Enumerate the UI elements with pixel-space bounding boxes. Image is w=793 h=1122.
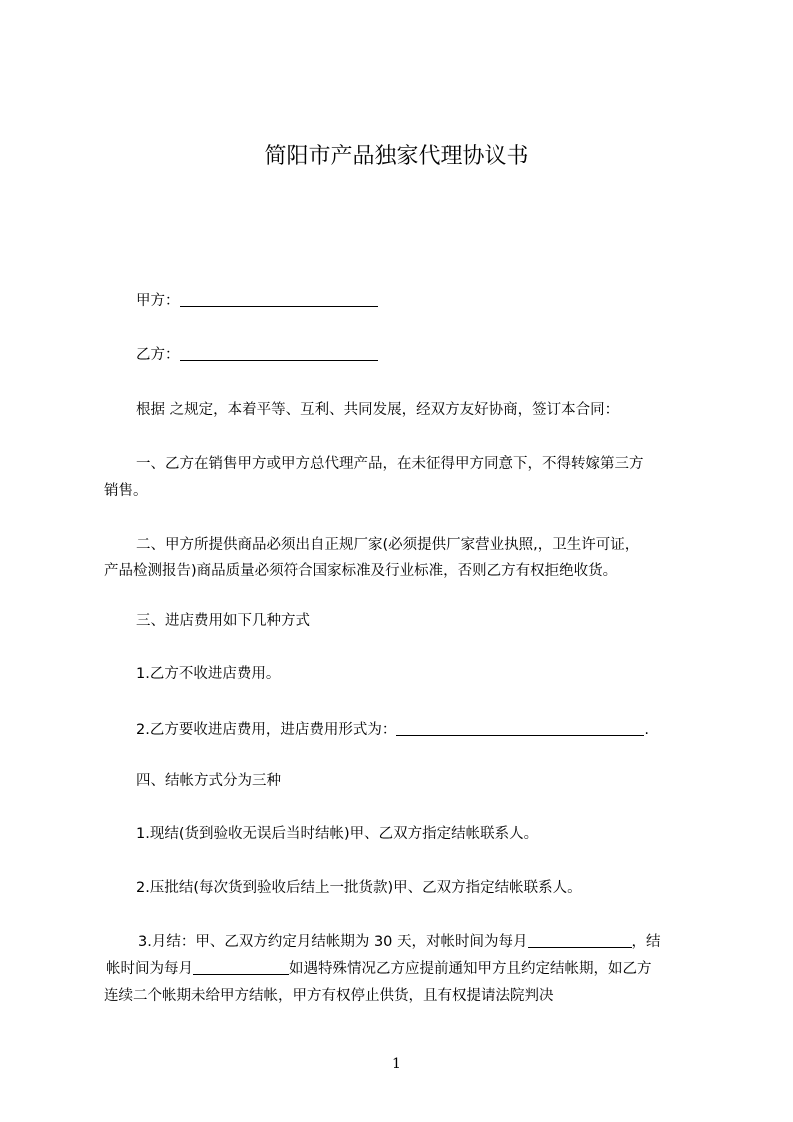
clause1-line1: 一、乙方在销售甲方或甲方总代理产品，在未征得甲方同意下，不得转嫁第三方 [136,456,644,472]
clause4-item3-line1-tail: ，结 [631,934,661,950]
settle-date-blank [193,960,289,975]
clause4-item3-line1 [138,932,661,952]
party-b-label: 乙方： [136,347,180,363]
clause4-item3-line2-tail: 如遇特殊情况乙方应提前通知甲方且约定结帐期，如乙方 [289,961,652,977]
reconcile-date-blank [528,933,632,948]
clause4-heading: 四、结帐方式分为三种 [136,773,281,789]
clause2-line2: 产品检测报告)商品质量必须符合国家标准及行业标准，否则乙方有权拒绝收货。 [104,563,618,579]
clause3-item2-text: 2.乙方要收进店费用，进店费用形式为： [136,722,397,738]
party-b-blank [180,346,378,361]
clause4-item2: 2.压批结(每次货到验收后结上一批货款)甲、乙双方指定结帐联系人。 [136,880,582,896]
clause3-item2-line [136,720,649,740]
entry-fee-form-blank [396,721,644,736]
party-a-label: 甲方： [136,293,180,309]
clause2-line1: 二、甲方所提供商品必须出自正规厂家(必须提供厂家营业执照,，卫生许可证， [136,537,640,553]
document-title: 简阳市产品独家代理协议书 [264,144,529,169]
clause4-item3-line3: 连续二个帐期未给甲方结帐，甲方有权停止供货，且有权提请法院判决 [104,988,554,1004]
clause3-item2-end: . [644,722,649,738]
clause3-heading: 三、进店费用如下几种方式 [136,613,310,629]
party-a-blank [180,292,378,307]
party-b-line [136,345,378,365]
intro-paragraph: 根据 之规定，本着平等、互利、共同发展，经双方友好协商，签订本合同： [136,402,620,418]
clause4-item3-line2-text: 帐时间为每月 [106,961,193,977]
page-number: 1 [392,1056,401,1072]
clause4-item3-line2 [106,959,652,979]
clause3-item1: 1.乙方不收进店费用。 [136,666,281,682]
party-a-line [136,291,378,311]
clause4-item1: 1.现结(货到验收无误后当时结帐)甲、乙双方指定结帐联系人。 [136,826,539,842]
clause4-item3-line1-text: 3.月结：甲、乙双方约定月结帐期为 30 天，对帐时间为每月 [138,934,528,950]
clause1-line2: 销售。 [104,483,148,499]
